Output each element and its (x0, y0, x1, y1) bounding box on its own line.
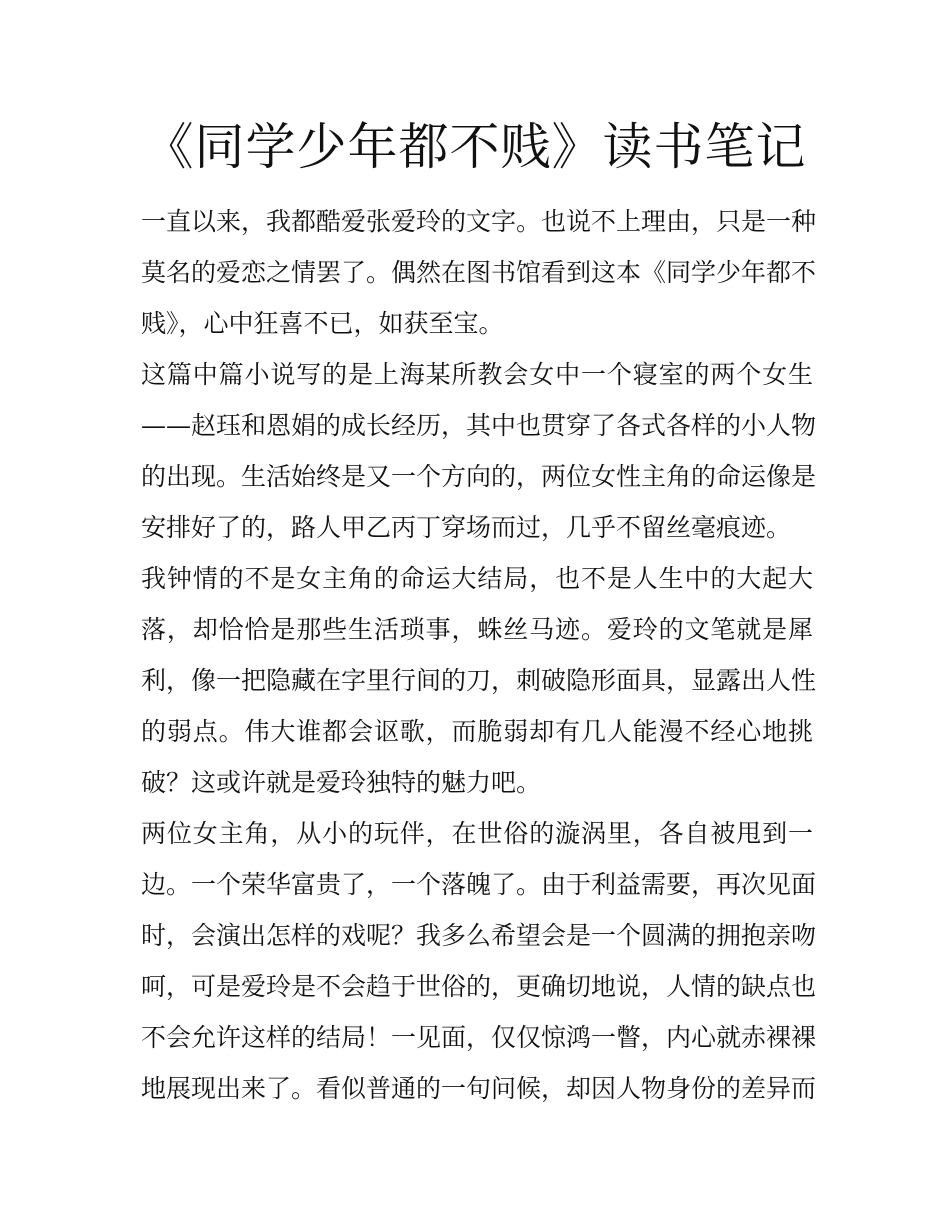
text-line: 时，会演出怎样的戏呢？我多么希望会是一个圆满的拥抱亲吻 (141, 921, 817, 950)
text-line: 利，像一把隐藏在字里行间的刀，刺破隐形面具，显露出人性 (141, 666, 817, 695)
text-line: 不会允许这样的结局！一见面，仅仅惊鸿一瞥，内心就赤裸裸 (141, 1023, 817, 1052)
text-line: 莫名的爱恋之情罢了。偶然在图书馆看到这本《同学少年都不 (141, 258, 817, 287)
text-line: 的出现。生活始终是又一个方向的，两位女性主角的命运像是 (141, 462, 817, 491)
text-line: 的弱点。伟大谁都会讴歌，而脆弱却有几人能漫不经心地挑 (141, 717, 813, 746)
document-body (141, 196, 817, 1114)
page-title: 《同学少年都不贱》读书笔记 (143, 118, 807, 176)
text-line: 两位女主角，从小的玩伴，在世俗的漩涡里，各自被甩到一 (141, 819, 813, 848)
paragraph-4 (141, 808, 817, 1114)
text-line: ——赵珏和恩娟的成长经历，其中也贯穿了各式各样的小人物 (141, 411, 817, 440)
text-line: 贱》，心中狂喜不已，如获至宝。 (141, 309, 504, 338)
text-line: 落，却恰恰是那些生活琐事，蛛丝马迹。爱玲的文笔就是犀 (141, 615, 813, 644)
text-line: 地展现出来了。看似普通的一句问候，却因人物身份的差异而 (141, 1074, 817, 1103)
text-line: 破？这或许就是爱玲独特的魅力吧。 (141, 768, 542, 797)
text-line: 我钟情的不是女主角的命运大结局，也不是人生中的大起大 (141, 564, 813, 593)
paragraph-3 (141, 553, 817, 808)
paragraph-2 (141, 349, 817, 553)
text-line: 这篇中篇小说写的是上海某所教会女中一个寝室的两个女生 (141, 360, 813, 389)
text-line: 边。一个荣华富贵了，一个落魄了。由于利益需要，再次见面 (141, 870, 817, 899)
paragraph-1 (141, 196, 817, 349)
text-line: 呵，可是爱玲是不会趋于世俗的，更确切地说，人情的缺点也 (141, 972, 817, 1001)
text-line: 安排好了的，路人甲乙丙丁穿场而过，几乎不留丝毫痕迹。 (141, 513, 792, 542)
text-line: 一直以来，我都酷爱张爱玲的文字。也说不上理由，只是一种 (141, 207, 817, 236)
